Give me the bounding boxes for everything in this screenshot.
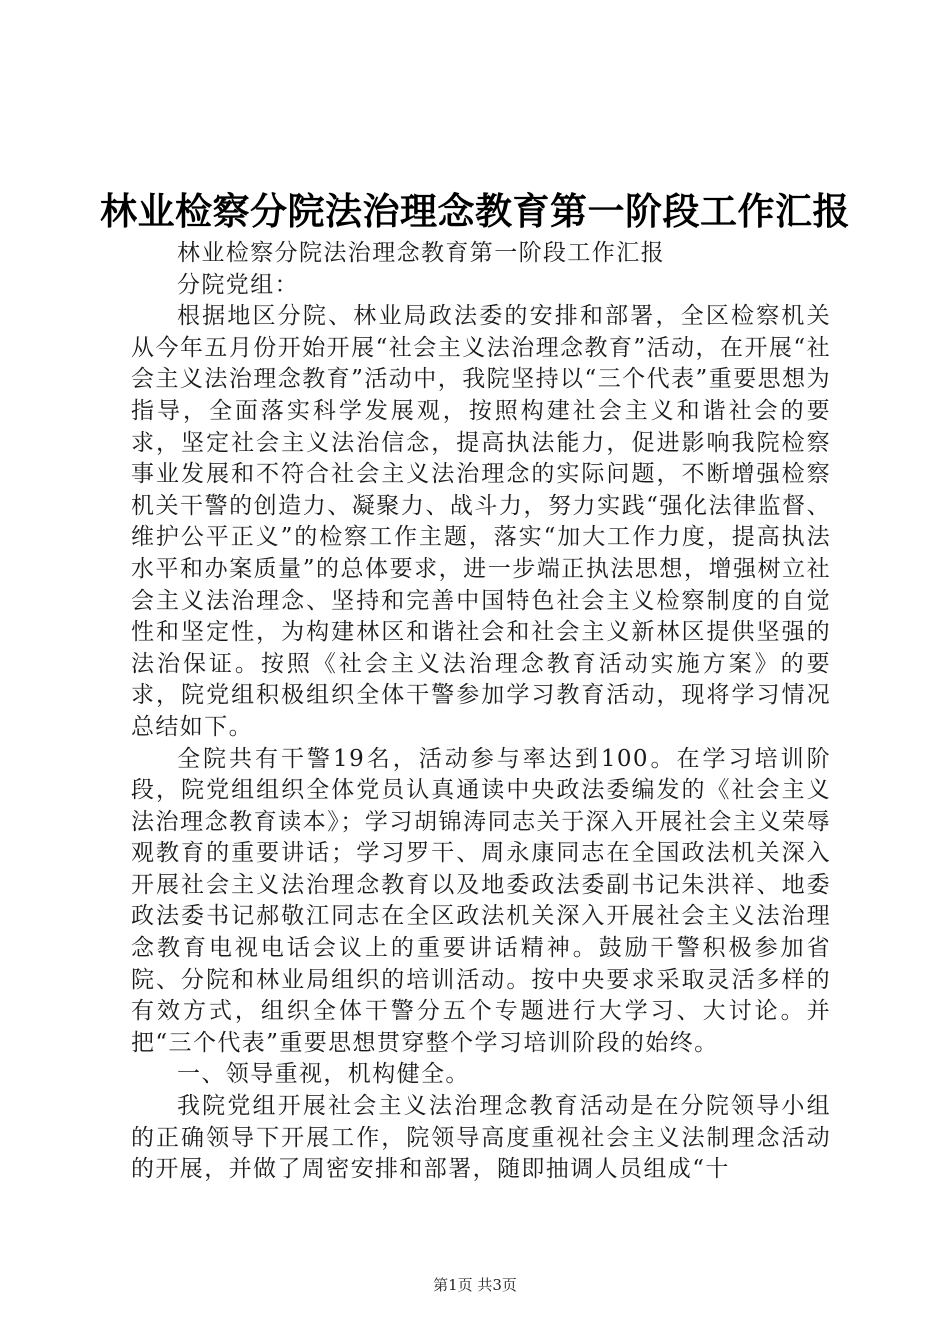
section-heading: 一、领导重视，机构健全。 [177, 1061, 470, 1088]
page-number-footer: 第1页 共3页 [433, 1276, 517, 1294]
body-paragraph: 我院党组开展社会主义法治理念教育活动是在分院领导小组的正确领导下开展工作，院领导高度重视社会主义法制理念活动的开展，并做了周密安排和部署，随即抽调人员组成“十 [131, 1093, 831, 1183]
document-body [131, 238, 831, 1186]
salutation-paragraph: 分院党组： [177, 271, 299, 298]
body-paragraph: 根据地区分院、林业局政法委的安排和部署，全区检察机关从今年五月份开始开展“社会主义法治理念教育”活动，在开展“社会主义法治理念教育”活动中，我院坚持以“三个代表”重要思想为指导，全面落实科学发展观，按照构建社会主义和谐社会的要求，坚定社会主义法治信念，提高执法能力，促进影响我院检察事业发展和不符合社会主义法治理念的实际问题，不断增强检察机关干警的创造力、凝聚力、战斗力，努力实践“强化法律监督、维护公平正义”的检察工作主题，落实“加大工作力度，提高执法水平和办案质量”的总体要求，进一步端正执法思想，增强树立社会主义法治理念、坚持和完善中国特色社会主义检察制度的自觉性和坚定性，为构建林区和谐社会和社会主义新林区提供坚强的法治保证。按照《社会主义法治理念教育活动实施方案》的要求，院党组积极组织全体干警参加学习教育活动，现将学习情况总结如下。 [131, 303, 831, 740]
subtitle-paragraph: 林业检察分院法治理念教育第一阶段工作汇报 [177, 240, 665, 266]
body-paragraph: 全院共有干警19名，活动参与率达到100。在学习培训阶段，院党组组织全体党员认真通读中央政法委编发的《社会主义法治理念教育读本》；学习胡锦涛同志关于深入开展社会主义荣辱观教育的重要讲话；学习罗干、周永康同志在全国政法机关深入开展社会主义法治理念教育以及地委政法委副书记朱洪祥、地委政法委书记郝敬江同志在全区政法机关深入开展社会主义法治理念教育电视电话会议上的重要讲话精神。鼓励干警积极参加省院、分院和林业局组织的培训活动。按中央要求采取灵活多样的有效方式，组织全体干警分五个专题进行大学习、大讨论。并把“三个代表”重要思想贯穿整个学习培训阶段的始终。 [131, 745, 831, 1056]
document-title: 林业检察分院法治理念教育第一阶段工作汇报 [100, 190, 850, 233]
